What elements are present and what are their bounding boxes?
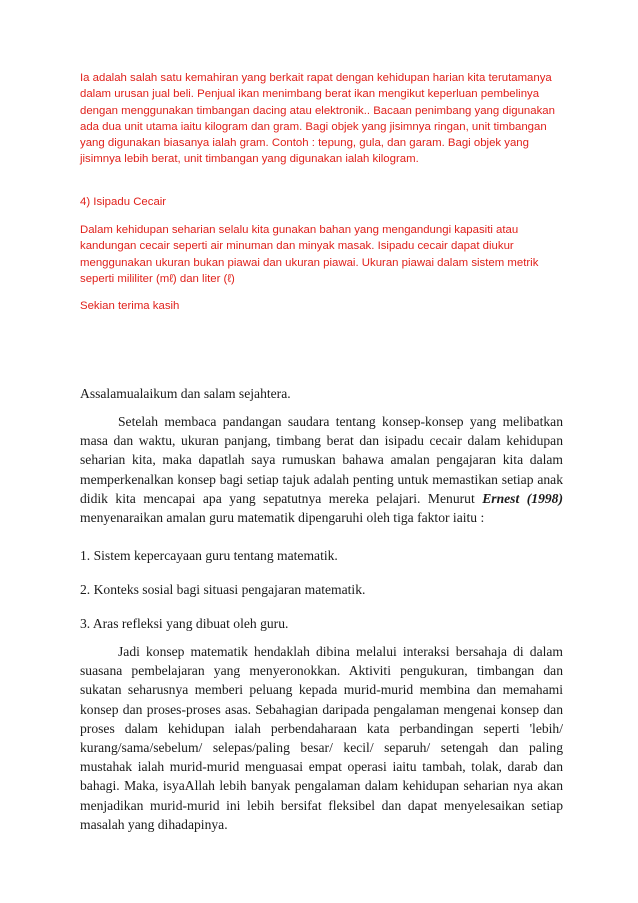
volume-paragraph: Dalam kehidupan seharian selalu kita gunakan bahan yang mengandungi kapasiti atau kandungan cecair seperti air minuman dan minyak masak. Isipadu cecair dapat diukur menggunakan ukuran bukan piawai dan ukuran piawai. Ukuran piawai dalam sistem metrik seperti mililiter (mℓ) dan liter (ℓ)	[80, 224, 539, 285]
factor-item: 3. Aras refleksi yang dibuat oleh guru.	[80, 616, 289, 631]
para1-text-before: Setelah membaca pandangan saudara tentang konsep-konsep yang melibatkan masa dan waktu, ukuran panjang, timbang berat dan isipadu cecair dalam kehidupan seharian kita, maka dapatlah saya rumuskan bahawa amalan pengajaran kita dalam memperkenalkan konsep bagi setiap tajuk adalah penting untuk memastikan setiap anak didik kita mencapai apa yang sepatutnya mereka pelajari. Menurut	[80, 414, 563, 506]
section-heading-isipadu: 4) Isipadu Cecair	[80, 196, 167, 208]
red-heading-block	[80, 194, 565, 210]
red-section	[80, 70, 565, 168]
factor-item: 2. Konteks sosial bagi situasi pengajaran matematik.	[80, 582, 366, 597]
greeting: Assalamualaikum dan salam sejahtera.	[80, 386, 291, 401]
para1-text-after: menyenaraikan amalan guru matematik dipengaruhi oleh tiga faktor iaitu :	[80, 510, 485, 526]
para2-text: Jadi konsep matematik hendaklah dibina melalui interaksi bersahaja di dalam suasana pembelajaran yang menyeronokkan. Aktiviti pengukuran, timbangan dan sukatan seharusnya memberi peluang kepada murid-murid membina dan memahami konsep dan proses-proses asas. Sebahagian daripada pengalaman mengenai konsep dan proses dalam kehidupan ialah perbendaharaan kata perbandingan seperti 'lebih/ kurang/sama/sebelum/ selepas/paling besar/ kecil/ separuh/ setengah dan paling mustahak ialah murid-murid menguasai empat operasi iaitu tambah, tolak, darab dan bahagi. Maka, isyaAllah lebih banyak pengalaman dalam kehidupan seharian nya akan menjadikan murid-murid ini lebih bersifat fleksibel dan dapat menyelesaikan setiap masalah yang dihadapinya.	[80, 644, 563, 832]
citation-ernest: Ernest (1998)	[482, 490, 563, 506]
red-volume-block	[80, 222, 565, 287]
red-closing-block	[80, 298, 565, 314]
factor-1-block	[80, 546, 563, 565]
weighing-paragraph: Ia adalah salah satu kemahiran yang berkait rapat dengan kehidupan harian kita terutamanya dalam urusan jual beli. Penjual ikan menimbang berat ikan mengikut keperluan pembelinya dengan menggunakan timbangan dacing atau elektronik.. Bacaan penimbang yang digunakan ada dua unit utama iaitu kilogram dan gram. Bagi objek yang jisimnya ringan, unit timbangan yang digunakan biasanya ialah gram. Contoh : tepung, gula, dan garam. Bagi objek yang jisimnya lebih berat, unit timbangan yang digunakan ialah kilogram.	[80, 72, 555, 166]
factor-item: 1. Sistem kepercayaan guru tentang matematik.	[80, 548, 338, 563]
factor-3-block	[80, 614, 563, 633]
factor-2-block	[80, 580, 563, 599]
essay-paragraph-1	[80, 412, 563, 527]
closing-text: Sekian terima kasih	[80, 300, 180, 312]
greeting-block	[80, 384, 563, 403]
essay-paragraph-2	[80, 642, 563, 834]
